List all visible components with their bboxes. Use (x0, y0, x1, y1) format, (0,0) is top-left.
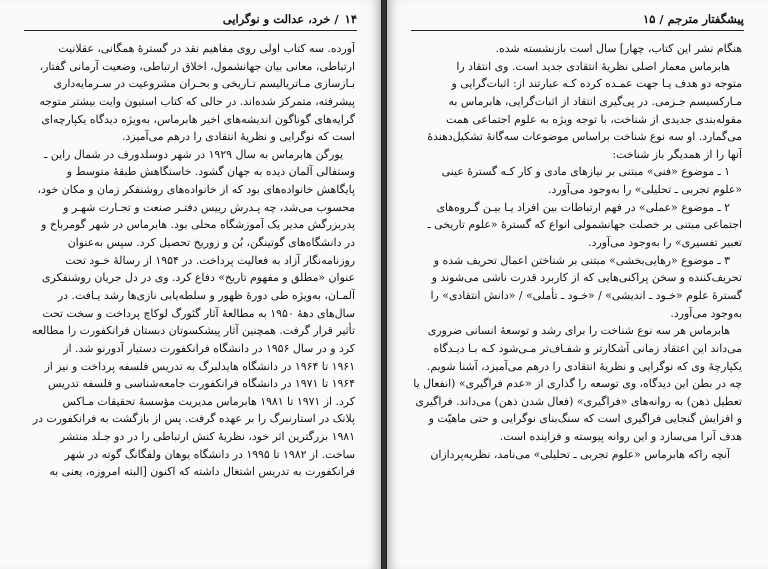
left-page-header (24, 10, 357, 31)
text-line: «علوم تجربی ـ تحلیلی» را به‌وجود می‌آورد. (548, 183, 742, 197)
text-line: ۳ ـ موضوع «رهایی‌بخشی» مبتنی بر شناختن اعمال تحریف شده و (433, 253, 730, 267)
text-line: تأثیر قرار گرفت. همچنین آثار پیشکسوتان دبستان فرانکفورت را مطالعه (31, 324, 355, 338)
text-line: ۱۹۸۱ بزرگترین اثر خود، نظریهٔ کنش ارتباطی را در دو جـلد منتشر (59, 430, 355, 444)
text-line: هنگام نشر این کتاب، چهار] سال است بازنشسته شده. (495, 42, 742, 55)
text-line: بـازسازی مـاتریالیسم تـاریخی و بحـران مشروعیت در سـرمایه‌داری (53, 77, 355, 91)
text-line: سال‌های دههٔ ۱۹۵۰ به مطالعهٔ آثار گئورگ لوکاچ پرداخت و سخت تحت (42, 306, 355, 320)
text-line: کرد. از ۱۹۷۱ تا ۱۹۸۱ هابرماس مدیریت مؤسسهٔ تحقیقات مـاکس (62, 394, 355, 408)
text-line: روزنامه‌نگار آزاد به فعالیت پرداخت. در ۱۹۵۴ از رسالهٔ خـود تحت (65, 253, 355, 267)
text-line: متوجه دو هدف یـا جهت عمـده کرده کـه عبارتند از: اثبات‌گرایی و (451, 77, 742, 91)
text-line: ۲ ـ موضوع «عملی» در فهم ارتباطات بین افراد یـا بیـن گـروه‌های (436, 200, 730, 214)
text-line: یورگن هابرماس به سال ۱۹۲۹ در شهر دوسلدورف در شمال راین ـ (44, 147, 343, 161)
text-line: محسوب می‌شد، چه پـدرش رییس دفتـر صنعت و تجـارت شهـر و (63, 200, 355, 214)
left-page-body (26, 40, 355, 563)
text-line: ارتباطی، معانی بیان جهانشمول، اخلاق ارتباطی، وضعیت آرمانی گفتار، (39, 59, 355, 73)
text-line: اجتماعی مبتنی بر خصلت جهانشمولی انواع که گسترهٔ «علوم تاریخی ـ (427, 218, 742, 232)
text-line: پایگاهش خانواده‌های بود که از خانواده‌های روشنفکر زمان و مکان خود، (37, 183, 355, 197)
left-page-number: ۱۴ (344, 12, 357, 26)
text-line: گسترهٔ علوم «خـود ـ اندیشی» / «خـود ـ تأملی» / «دانش انتقادی» را (430, 288, 742, 302)
text-line: پیشرفته، متمرکز شده‌اند. در حالی که کتاب استیون وایت بیشتر متوجه (39, 94, 355, 108)
text-line: در دانشگاه‌های گوتینگن، بُن و زوریخ تحصیل کرد. سپس به‌عنوان (67, 236, 355, 250)
text-line: تعطیل ذهن) به روانه‌های «فراگیری» (فعال شدن ذهن) می‌داند. فراگیری (415, 394, 742, 408)
left-running-title: / خرد، عدالت و نوگرایی (222, 12, 339, 26)
text-line: گرایه‌های گوناگون اندیشه‌های اخیر هابرماس، به‌ویژه دیدگاه یکپارچه‌ای (41, 112, 355, 126)
right-page-header (411, 10, 744, 31)
text-line: ۱۹۶۴ تا ۱۹۷۱ در دانشگاه فرانکفورت جامعه‌شناسی و فلسفه تدریس (48, 377, 355, 391)
text-line: ۱۹۶۱ تا ۱۹۶۴ در دانشگاه هایدلبرگ به تدریس فلسفه پرداخت و نیز از (44, 359, 355, 373)
text-line: ۱ ـ موضوع «فنی» مبتنی بر نیازهای مادی و کار کـه گسترهٔ عینی (441, 165, 730, 179)
text-line: پدربزرگش مدیر یک آموزشگاه محلی بود. هابرماس در شهر گومرباخ و (41, 218, 355, 232)
text-line: ساخت. از ۱۹۸۲ تا ۱۹۹۵ در دانشگاه یوهان ولفگانگ گوته در شهر (64, 447, 355, 461)
text-line: پلانک در استارنبرگ را بر عهده گرفت. پس از بازگشت به فرانکفورت در (32, 412, 355, 426)
right-page (387, 0, 768, 569)
text-line: چه در بطن این دیدگاه، وی توسعه را گذاری از «عدم فراگیری» (انفعال یا (413, 377, 742, 391)
text-line: تحریف‌کننده و سخن پراکنی‌هایی که از کاربرد قدرت ناشی می‌شوند و (431, 271, 742, 285)
text-line: آورده. سه کتاب اولی روی مفاهیم نقد در گسترهٔ همگانی، عقلانیت (58, 42, 355, 55)
text-line: به‌وجود می‌آورد. (670, 306, 742, 320)
text-line: و افزایش گنجایی فراگیری است که سنگ‌بنای نوگرایی و حتی ماهیّت و (428, 412, 742, 426)
text-line: است که نوگرایی و نظریهٔ انتقادی را درهم می‌آمیزد. (122, 130, 355, 144)
text-line: تعبیر تفسیری» را به‌وجود می‌آورد. (588, 236, 742, 250)
text-line: عنوان «مطلق و مفهوم تاریخ» دفاع کرد. وی در دل جریان روشنفکری (41, 271, 355, 285)
text-line: هابرماس هر سه نوع شناخت را برای رشد و توسعهٔ انسانی ضروری (427, 324, 730, 338)
text-line: می‌گمارد. او سه نوع شناخت براساس موضوعات سه‌گانهٔ تشکیل‌دهندهٔ (427, 130, 742, 144)
text-line: آنچه راکه هابرماس «علوم تجربی ـ تحلیلی» می‌نامد، نظریه‌پردازان (430, 447, 730, 461)
text-line: هابرماس معمار اصلی نظریهٔ انتقادی جدید است. وی انتقاد را (456, 59, 730, 73)
text-line: هدف آنرا می‌سازد و این روانه پیوسته و فزاینده است. (499, 430, 742, 444)
text-line: می‌داند این اعتقاد زمانی آشکارتر و شفـاف‌تر مـی‌شود کـه بـا دیـدگاه (433, 341, 742, 355)
text-line: وستفالی آلمان دیده به جهان گشود. خاستگاهش طبقهٔ متوسط و (66, 165, 355, 179)
right-page-body (413, 40, 742, 563)
text-line: مقوله‌بندی جدیدی از شناخت، با توجه ویژه به علوم اجتماعی همت (446, 112, 742, 126)
text-line: آنها را از همدیگر باز شناخت: (612, 147, 742, 161)
text-line: آلمـان، به‌ویژه طی دورهٔ ظهور و سلطه‌یابی نازی‌ها رشد یـافت. در (57, 288, 355, 302)
right-running-title: پیشگفتار مترجم / (659, 12, 744, 26)
text-line: مـارکسیسم جـزمی. در پی‌گیری انتقاد از اثبات‌گرایی، هابرماس به (448, 94, 742, 108)
text-line: کرد و در سال ۱۹۵۶ در دانشگاه فرانکفورت دستیار آدورنو شد. از (63, 341, 355, 355)
left-page (0, 0, 381, 569)
text-line: فرانکفورت به تدریس اشتغال داشته که اکنون [البته امروزه، یعنی به (49, 465, 355, 479)
text-line: یکپارچهٔ وی که نوگرایی و نظریهٔ انتقادی را درهم می‌آمیزد، آشنا شویم. (426, 359, 742, 373)
right-page-number: ۱۵ (643, 12, 656, 26)
